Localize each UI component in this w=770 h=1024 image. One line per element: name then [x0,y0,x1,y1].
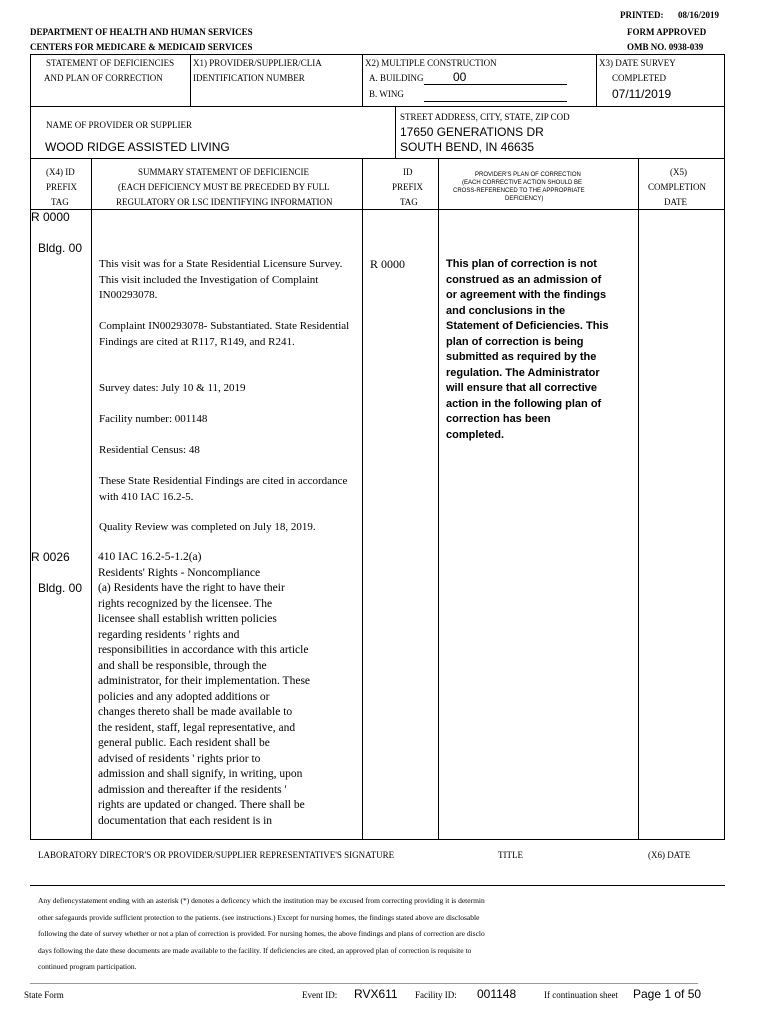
survey-completed-date: 07/11/2019 [612,87,672,101]
cited-findings: These State Residential Findings are cited in accordance with 410 IAC 16.2-5. [99,475,348,503]
reg-line: admission and shall signify, in writing, upon [98,768,303,780]
tag-r0026: R 0026 [31,550,70,564]
x3-label-2: COMPLETED [612,73,666,83]
bldg-label-1: Bldg. 00 [38,241,83,255]
reg-line: Residents' Rights - Noncompliance [98,566,261,579]
reg-line: and shall be responsible, through the [98,659,267,672]
facility-id-value: 001148 [477,987,517,1001]
reg-line: changes thereto shall be made available to [98,706,293,718]
col5-header-3: DATE [664,197,687,207]
footnote-line: continued program participation. [38,962,137,971]
regulation-text [98,550,360,829]
footnote [38,893,485,976]
col3-header-2: PREFIX [392,182,424,192]
plan-line: construed as an admission of [446,273,602,286]
footnote-line: days following the date these documents are made available to the facility. If deficiencies are cited, an approved plan of correction is requisite to [38,945,472,955]
event-id-label: Event ID: [302,990,338,1000]
plan-line: will ensure that all corrective [446,382,598,394]
col2-header-1: SUMMARY STATEMENT OF DEFICIENCIE [138,167,310,177]
reg-line: documentation that each resident is in [98,814,273,827]
address-line-1: 17650 GENERATIONS DR [400,125,544,139]
plan-line: and conclusions in the [446,304,566,317]
reg-line: licensee shall establish written policies [98,613,277,625]
plan-line: action in the following plan of [446,397,602,410]
x3-label-1: X3) DATE SURVEY [599,58,676,68]
summary-paragraph-2: Complaint IN00293078- Substantiated. State Residential Findings are cited at R117, R149, and R241. [99,320,350,348]
plan-tag-r0000: R 0000 [370,257,406,271]
plan-line: submitted as required by the [446,351,597,363]
building-value: 00 [453,70,467,84]
form-approved: FORM APPROVED [627,27,707,37]
reg-line: advised of residents ' rights prior to [98,752,261,765]
address-line-2: SOUTH BEND, IN 46635 [400,140,535,154]
col4-header-3: CROSS-REFERENCED TO THE APPROPRIATE [453,188,585,194]
col3-header-1: ID [403,167,413,177]
plan-line: Statement of Deficiencies. This [446,320,609,332]
omb-number: OMB NO. 0938-039 [627,42,704,52]
footnote-line: following the date of survey whether or not a plan of correction is provided. For nursing homes, the above findings and plans of correction are disclo [38,929,485,938]
reg-line: policies and any adopted additions or [98,690,270,703]
col1-header-2: PREFIX [46,182,78,192]
plan-line: completed. [446,428,505,441]
reg-line: 410 IAC 16.2-5-1.2(a) [98,551,202,563]
reg-line: admission and thereafter if the residents ' [98,783,287,796]
reg-line: regarding residents ' rights and [98,628,240,641]
col1-header-3: TAG [51,197,69,207]
reg-line: (a) Residents have the right to have their [98,582,285,594]
col4-header-1: PROVIDER'S PLAN OF CORRECTION [475,172,581,178]
x2-label: X2) MULTIPLE CONSTRUCTION [365,58,497,68]
wing-label: B. WING [369,89,404,99]
printed-label: PRINTED: [620,10,664,20]
reg-line: administrator, for their implementation. These [98,675,311,687]
survey-dates: Survey dates: July 10 & 11, 2019 [99,382,246,394]
plan-line: correction has been [446,413,551,425]
x6-date-label: (X6) DATE [648,850,691,860]
col2-header-3: REGULATORY OR LSC IDENTIFYING INFORMATION [116,197,333,207]
event-id-value: RVX611 [354,987,398,1001]
continuation-label: If continuation sheet [544,990,618,1000]
col3-header-3: TAG [400,197,418,207]
col4-header-2: (EACH CORRECTIVE ACTION SHOULD BE [462,180,583,186]
x1-label-2: IDENTIFICATION NUMBER [193,73,305,83]
plan-of-correction [446,257,636,443]
reg-line: general public. Each resident shall be [98,737,270,749]
facility-number: Facility number: 001148 [99,413,208,425]
col5-header-1: (X5) [670,167,687,177]
reg-line: the resident, staff, legal representative, and [98,721,296,734]
plan-line: plan of correction is being [446,335,584,348]
centers-title: CENTERS FOR MEDICARE & MEDICAID SERVICES [30,42,253,52]
residential-census: Residential Census: 48 [99,444,200,456]
statement-label-2: AND PLAN OF CORRECTION [44,73,163,83]
provider-name: WOOD RIDGE ASSISTED LIVING [45,140,230,154]
footnote-line: other safegaurds provide sufficient protection to the patients. (see instructions.) Except for nursing homes, the findings stated above are disclosable [38,912,480,922]
title-label: TITLE [498,850,523,860]
plan-line: or agreement with the findings [446,289,607,301]
department-title: DEPARTMENT OF HEALTH AND HUMAN SERVICES [30,27,253,37]
footnote-line: Any defiencystatement ending with an asterisk (*) denotes a deficency which the institution may be excused from correcting providing it is determin [38,896,485,905]
summary-paragraph-1: This visit was for a State Residential Licensure Survey. This visit included the Investigation of Complaint IN00293078. [99,258,343,301]
bldg-label-2: Bldg. 00 [38,581,83,595]
statement-label-1: STATEMENT OF DEFICIENCIES [46,58,175,68]
state-form-label: State Form [24,990,64,1000]
x1-label-1: X1) PROVIDER/SUPPLIER/CLIA [193,58,322,68]
plan-line: regulation. The Administrator [446,366,600,379]
quality-review: Quality Review was completed on July 18, 2019. [99,521,316,533]
building-label: A. BUILDING [369,73,424,83]
col2-header-2: (EACH DEFICIENCY MUST BE PRECEDED BY FULL [118,182,330,192]
provider-name-label: NAME OF PROVIDER OR SUPPLIER [46,120,193,130]
reg-line: rights recognized by the licensee. The [98,597,273,610]
col4-header-4: DEFICIENCY) [505,196,544,202]
facility-id-label: Facility ID: [415,990,457,1000]
plan-line: This plan of correction is not [446,258,597,270]
tag-r0000: R 0000 [31,210,70,224]
page-number: Page 1 of 50 [633,987,702,1001]
signature-label: LABORATORY DIRECTOR'S OR PROVIDER/SUPPLIER REPRESENTATIVE'S SIGNATURE [38,850,395,860]
address-label: STREET ADDRESS, CITY, STATE, ZIP COD [400,112,570,122]
printed-date: 08/16/2019 [678,10,720,20]
reg-line: responsibilities in accordance with this article [98,644,309,656]
col5-header-2: COMPLETION [648,182,706,192]
reg-line: rights are updated or changed. There shall be [98,799,305,811]
col1-header-1: (X4) ID [46,167,75,177]
